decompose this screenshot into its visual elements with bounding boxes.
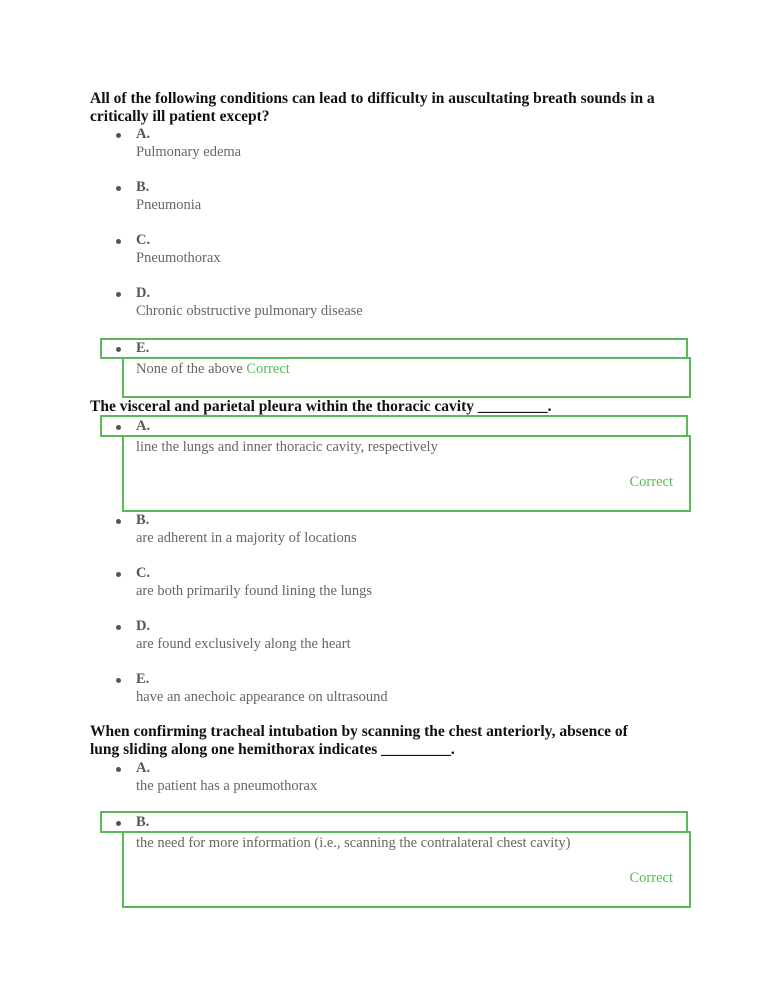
selected-option-header-box [100,811,688,833]
bullet-icon [116,239,121,244]
correct-feedback: Correct [246,361,290,377]
option-letter: C. [136,232,151,248]
question-title [90,398,690,416]
option-text: Pneumonia [136,197,202,213]
option-letter: B. [136,512,150,528]
option-letter: E. [136,340,150,356]
question-title [90,90,690,126]
question-title-line: critically ill patient except? [90,108,270,125]
question-title [90,723,690,759]
bullet-icon [116,425,121,430]
option-letter: D. [136,285,151,301]
bullet-icon [116,133,121,138]
bullet-icon [116,678,121,683]
option-text: Pneumothorax [136,250,221,266]
selected-option-header-box [100,415,688,437]
option-letter: B. [136,179,150,195]
option-text-content: None of the above [136,361,243,377]
option-text: are adherent in a majority of locations [136,530,357,546]
option-letter: A. [136,126,151,142]
question-title-line: When confirming tracheal intubation by scanning the chest anteriorly, absence of [90,723,628,740]
option-text: line the lungs and inner thoracic cavity, respectively [136,439,438,455]
option-letter: B. [136,814,150,830]
selected-option-header-box [100,338,688,359]
option-letter: C. [136,565,151,581]
option-text: are found exclusively along the heart [136,636,351,652]
bullet-icon [116,572,121,577]
bullet-icon [116,767,121,772]
bullet-icon [116,186,121,191]
option-text: the patient has a pneumothorax [136,778,318,794]
option-letter: A. [136,418,151,434]
question-title-line: The visceral and parietal pleura within the thoracic cavity _________. [90,398,552,415]
option-letter: A. [136,760,151,776]
correct-feedback: Correct [629,870,673,886]
option-text [136,361,290,378]
correct-feedback: Correct [629,474,673,490]
option-letter: D. [136,618,151,634]
option-text: Pulmonary edema [136,144,242,160]
bullet-icon [116,347,121,352]
option-text: Chronic obstructive pulmonary disease [136,303,363,319]
bullet-icon [116,821,121,826]
option-letter: E. [136,671,150,687]
option-text: the need for more information (i.e., scanning the contralateral chest cavity) [136,835,571,851]
option-text: have an anechoic appearance on ultrasound [136,689,388,705]
bullet-icon [116,625,121,630]
bullet-icon [116,292,121,297]
question-title-line: All of the following conditions can lead to difficulty in auscultating breath sounds in a [90,90,655,107]
bullet-icon [116,519,121,524]
question-title-line: lung sliding along one hemithorax indicates _________. [90,741,455,758]
option-text: are both primarily found lining the lungs [136,583,372,599]
